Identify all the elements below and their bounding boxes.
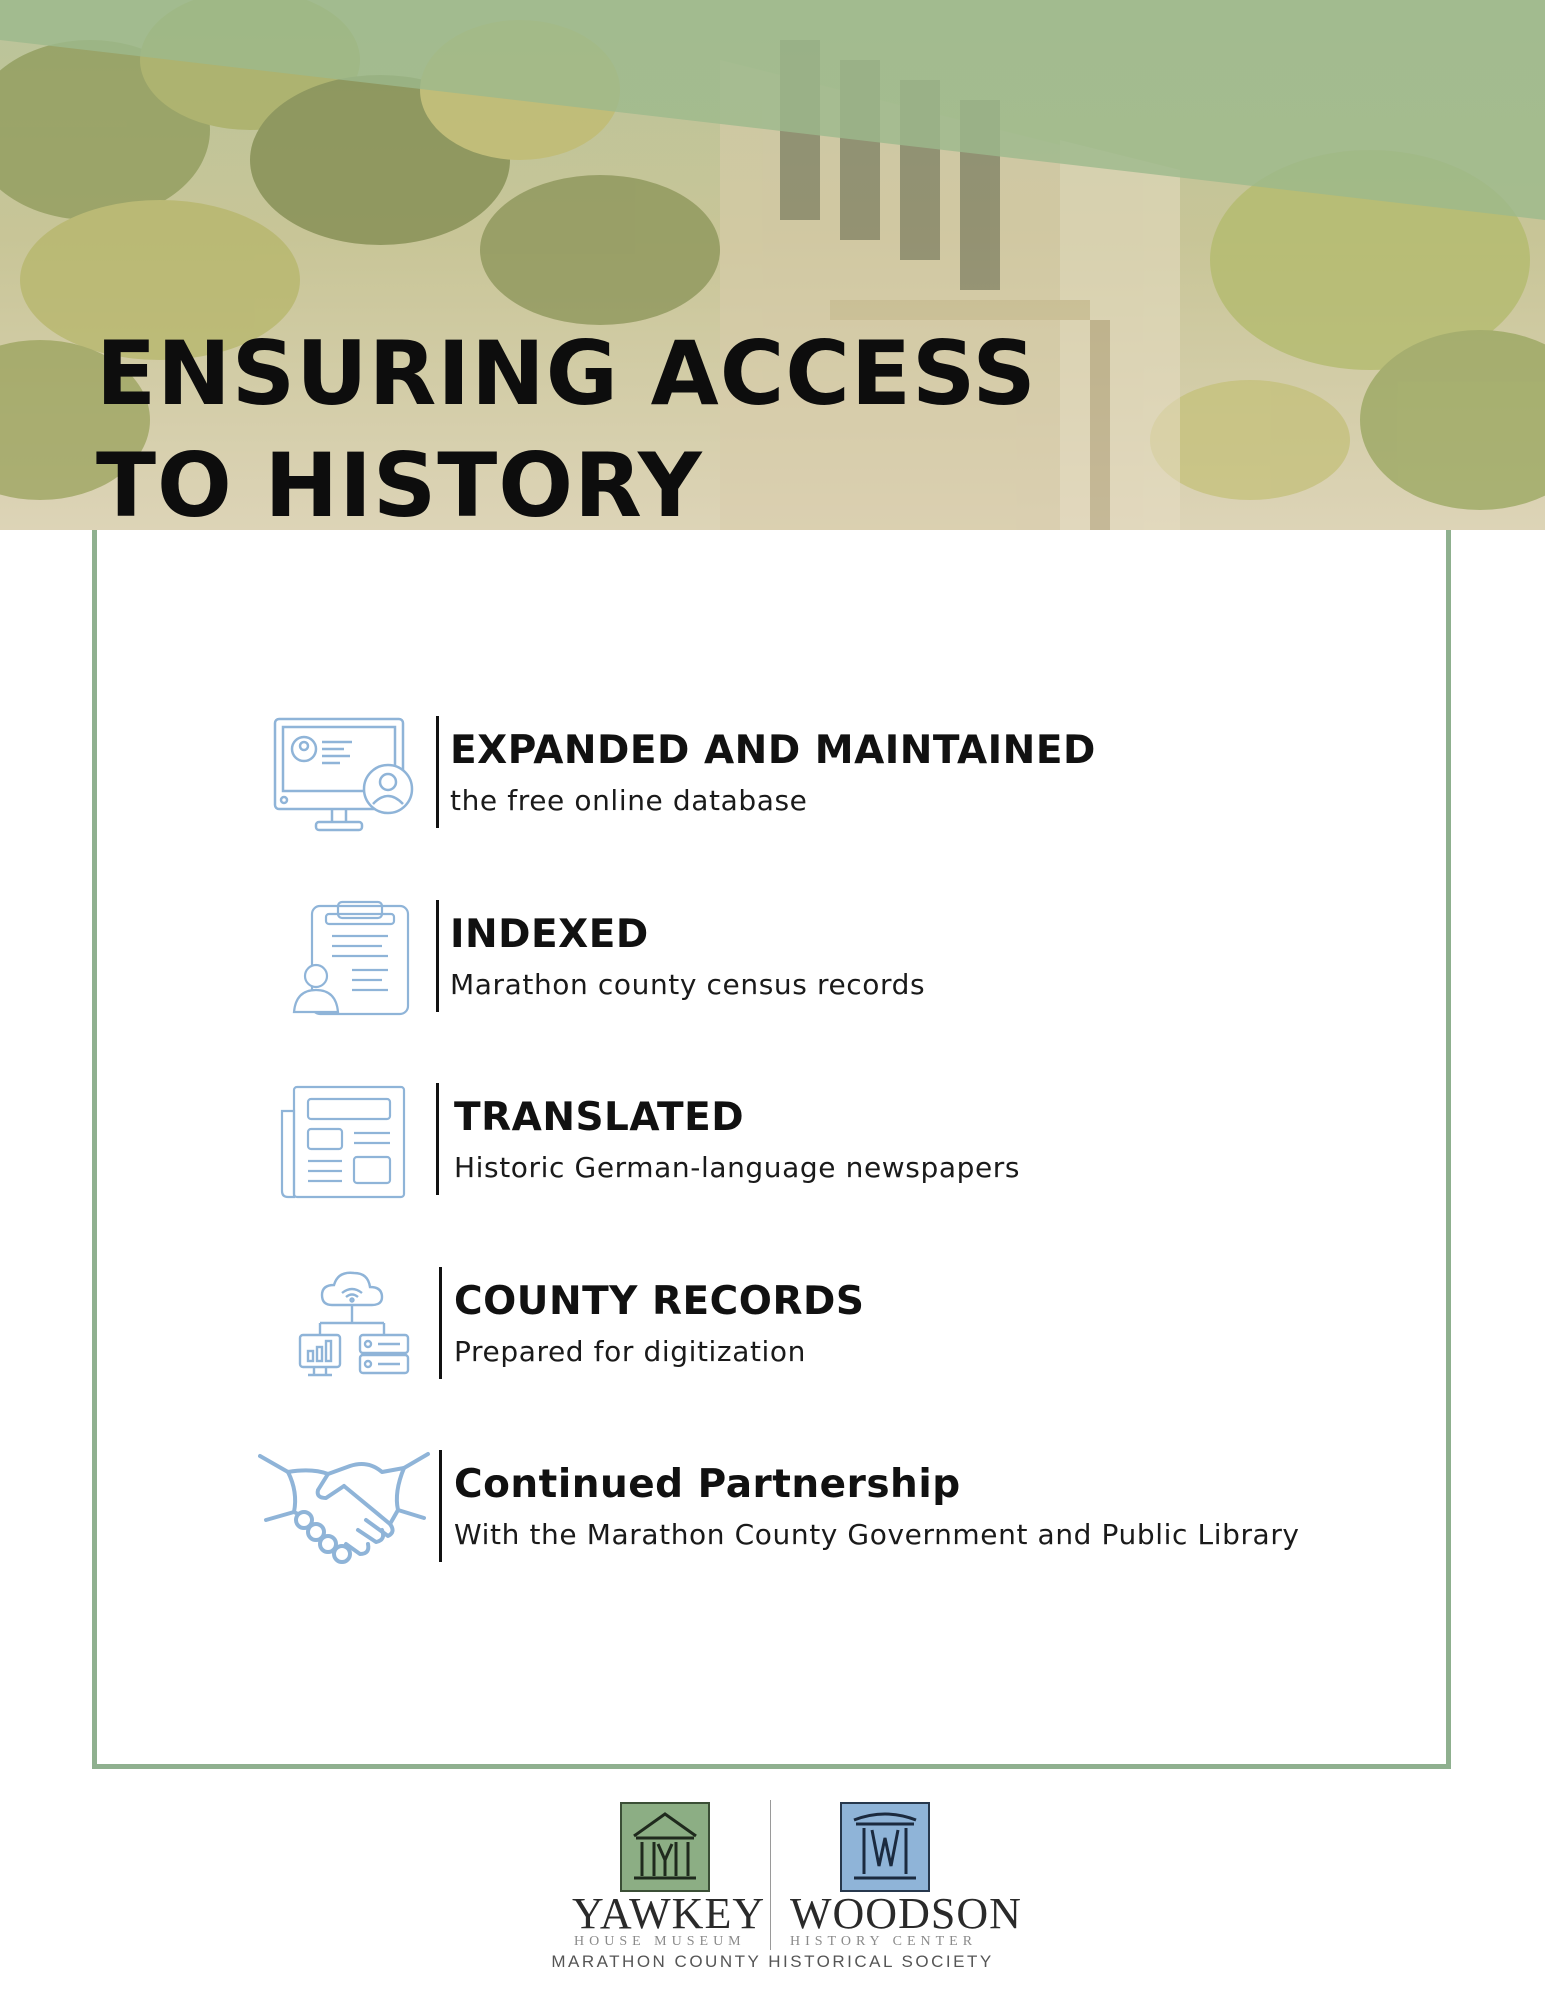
header-photo-banner: [0, 0, 1545, 530]
item-description: the free online database: [450, 784, 808, 817]
yawkey-house-icon: [622, 1804, 708, 1890]
woodson-subtitle: HISTORY CENTER: [790, 1934, 978, 1949]
yawkey-name: YAWKEY: [572, 1889, 766, 1938]
woodson-columns-icon: [842, 1804, 928, 1890]
footer-logos: [0, 1790, 1545, 2000]
newspaper-icon: [278, 1083, 428, 1203]
divider-bar: [439, 1450, 442, 1562]
divider-bar: [436, 1083, 439, 1195]
list-item: [0, 1450, 1545, 1570]
item-description: Historic German-language newspapers: [454, 1151, 1021, 1184]
computer-user-icon: [272, 716, 422, 836]
woodson-name: WOODSON: [790, 1889, 1022, 1938]
divider-bar: [436, 900, 439, 1012]
cloud-network-icon: [294, 1267, 444, 1387]
item-description: Prepared for digitization: [454, 1335, 806, 1368]
item-heading: TRANSLATED: [454, 1095, 745, 1140]
item-heading: Continued Partnership: [454, 1462, 961, 1507]
list-item: [0, 1083, 1545, 1203]
yawkey-logo-mark: [620, 1802, 710, 1892]
clipboard-person-icon: [282, 900, 432, 1020]
organization-name: MARATHON COUNTY HISTORICAL SOCIETY: [551, 1952, 994, 1971]
title-line-2: TO HISTORY: [96, 434, 703, 530]
logo-divider: [770, 1800, 771, 1950]
list-item: [0, 1267, 1545, 1387]
item-description: With the Marathon County Government and Public Library: [454, 1518, 1300, 1551]
item-heading: INDEXED: [450, 912, 649, 957]
title-line-1: ENSURING ACCESS: [96, 322, 1037, 425]
handshake-icon: [258, 1450, 434, 1570]
divider-bar: [436, 716, 439, 828]
yawkey-subtitle: HOUSE MUSEUM: [574, 1934, 746, 1949]
woodson-logo-mark: [840, 1802, 930, 1892]
list-item: [0, 716, 1545, 836]
divider-bar: [439, 1267, 442, 1379]
list-item: [0, 900, 1545, 1020]
item-heading: EXPANDED AND MAINTAINED: [450, 728, 1096, 773]
item-description: Marathon county census records: [450, 968, 926, 1001]
page-title: [96, 318, 1037, 530]
item-heading: COUNTY RECORDS: [454, 1279, 865, 1324]
